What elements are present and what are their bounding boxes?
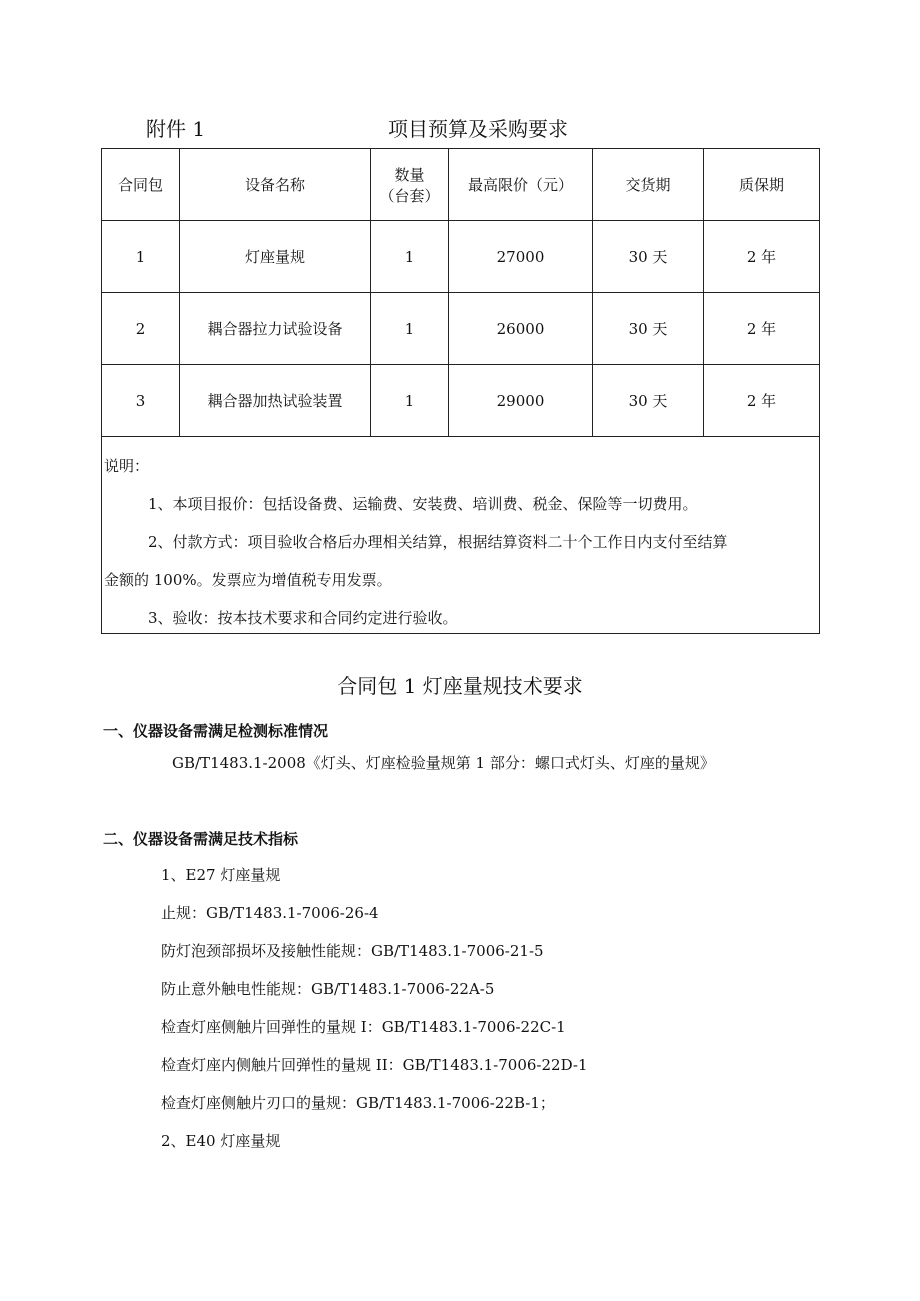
section-2-heading: 二、仪器设备需满足技术指标 <box>103 830 299 848</box>
table-row <box>102 221 820 293</box>
cell-quantity: 1 <box>371 293 449 365</box>
cell-device-name: 耦合器拉力试验设备 <box>180 293 371 365</box>
spec-item: 止规：GB/T1483.1-7006-26-4 <box>161 904 379 922</box>
spec-item: 检查灯座内侧触片回弹性的量规 II：GB/T1483.1-7006-22D-1 <box>161 1056 588 1074</box>
col-header-quantity-line2: （台套） <box>379 186 440 205</box>
spec-item: 防止意外触电性能规：GB/T1483.1-7006-22A-5 <box>161 980 495 998</box>
cell-delivery: 30 天 <box>593 221 704 293</box>
col-header-quantity-line1: 数量 <box>394 165 425 184</box>
note-2-line2: 金额的 100%。发票应为增值税专用发票。 <box>104 571 392 589</box>
col-header-package: 合同包 <box>102 149 180 221</box>
cell-package: 3 <box>102 365 180 437</box>
cell-quantity: 1 <box>371 365 449 437</box>
note-1: 1、本项目报价：包括设备费、运输费、安装费、培训费、税金、保险等一切费用。 <box>148 495 698 513</box>
table-row <box>102 365 820 437</box>
col-header-delivery: 交货期 <box>593 149 704 221</box>
cell-warranty: 2 年 <box>704 365 820 437</box>
cell-device-name: 耦合器加热试验装置 <box>180 365 371 437</box>
tech-requirements-title: 合同包 1 灯座量规技术要求 <box>337 674 583 698</box>
cell-delivery: 30 天 <box>593 293 704 365</box>
cell-delivery: 30 天 <box>593 365 704 437</box>
notes-label: 说明： <box>104 457 150 475</box>
spec-item: 2、E40 灯座量规 <box>161 1132 281 1150</box>
spec-item: 防灯泡颈部损坏及接触性能规：GB/T1483.1-7006-21-5 <box>161 942 544 960</box>
col-header-quantity <box>371 149 449 221</box>
cell-warranty: 2 年 <box>704 221 820 293</box>
section-1-standard: GB/T1483.1-2008《灯头、灯座检验量规第 1 部分：螺口式灯头、灯座的量规》 <box>172 754 715 772</box>
cell-device-name: 灯座量规 <box>180 221 371 293</box>
cell-package: 2 <box>102 293 180 365</box>
annex-label: 附件 1 <box>146 117 206 141</box>
budget-table <box>101 148 820 634</box>
col-header-max-price: 最高限价（元） <box>449 149 593 221</box>
table-header-row <box>102 149 820 221</box>
note-3: 3、验收：按本技术要求和合同约定进行验收。 <box>148 609 458 627</box>
cell-max-price: 29000 <box>449 365 593 437</box>
notes-row <box>102 437 820 634</box>
cell-warranty: 2 年 <box>704 293 820 365</box>
col-header-warranty: 质保期 <box>704 149 820 221</box>
notes-cell <box>102 437 820 634</box>
spec-item: 检查灯座侧触片回弹性的量规 I：GB/T1483.1-7006-22C-1 <box>161 1018 566 1036</box>
cell-max-price: 27000 <box>449 221 593 293</box>
page-title: 项目预算及采购要求 <box>388 117 568 141</box>
cell-quantity: 1 <box>371 221 449 293</box>
table-row <box>102 293 820 365</box>
cell-max-price: 26000 <box>449 293 593 365</box>
col-header-device-name: 设备名称 <box>180 149 371 221</box>
cell-package: 1 <box>102 221 180 293</box>
section-1-heading: 一、仪器设备需满足检测标准情况 <box>103 722 329 740</box>
note-2-line1: 2、付款方式：项目验收合格后办理相关结算，根据结算资料二十个工作日内支付至结算 <box>148 533 728 551</box>
spec-item: 1、E27 灯座量规 <box>161 866 281 884</box>
spec-item: 检查灯座侧触片刃口的量规：GB/T1483.1-7006-22B-1； <box>161 1094 555 1112</box>
